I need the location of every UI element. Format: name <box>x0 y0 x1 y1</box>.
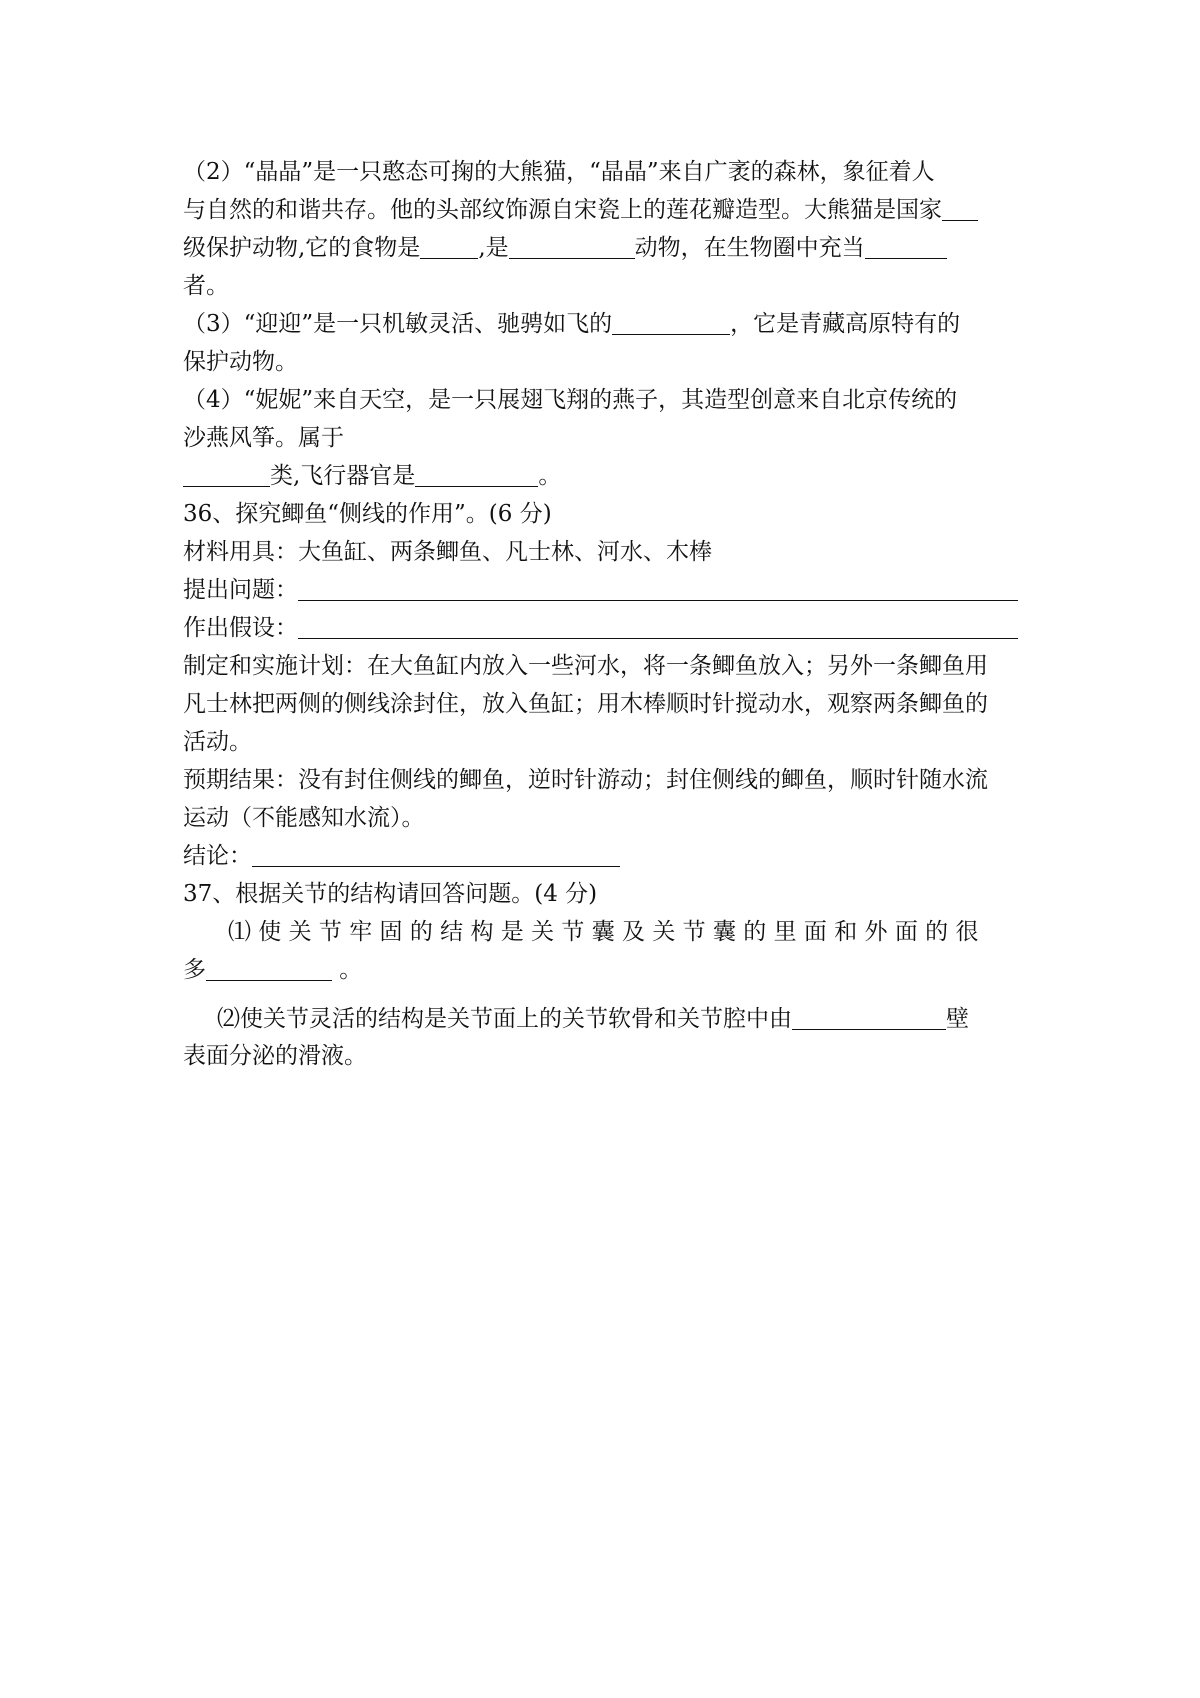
q37-p1-line2: 多 。 <box>183 957 363 983</box>
answer-blank[interactable] <box>865 234 947 259</box>
q35-p2-line1: （2）“晶晶”是一只憨态可掬的大熊猫，“晶晶”来自广袤的森林，象征着人 <box>183 159 935 185</box>
q35-p3-line2: 保护动物。 <box>183 349 298 375</box>
answer-blank[interactable] <box>612 310 730 335</box>
answer-blank[interactable] <box>509 234 635 259</box>
q36-plan-line3: 活动。 <box>183 729 252 755</box>
q36-plan-line1: 制定和实施计划：在大鱼缸内放入一些河水，将一条鲫鱼放入；另外一条鲫鱼用 <box>183 653 988 679</box>
q36-question-row: 提出问题： <box>183 575 1018 605</box>
q37-title: 37、根据关节的结构请回答问题。(4 分) <box>183 881 598 907</box>
q35-p4-line2: 沙燕风筝。属于 <box>183 425 344 451</box>
q36-plan-line2: 凡士林把两侧的侧线涂封住，放入鱼缸；用木棒顺时针搅动水，观察两条鲫鱼的 <box>183 691 988 717</box>
q36-materials: 材料用具：大鱼缸、两条鲫鱼、凡士林、河水、木棒 <box>183 539 712 565</box>
q35-p4-line3: 类,飞行器官是 。 <box>183 461 561 491</box>
question-answer-blank[interactable] <box>298 576 1018 601</box>
answer-blank[interactable] <box>206 956 332 981</box>
answer-blank[interactable] <box>420 234 478 259</box>
q35-p2-line2: 与自然的和谐共存。他的头部纹饰源自宋瓷上的莲花瓣造型。大熊猫是国家 <box>183 195 978 225</box>
q35-p2-line3: 级保护动物,它的食物是 ,是 动物，在生物圈中充当 <box>183 233 947 263</box>
q36-conclusion-row: 结论： <box>183 841 620 871</box>
q35-p4-line1: （4）“妮妮”来自天空，是一只展翅飞翔的燕子，其造型创意来自北京传统的 <box>183 387 958 413</box>
q37-p2-line1: ⑵使关节灵活的结构是关节面上的关节软骨和关节腔中由 壁 <box>217 1006 969 1032</box>
q36-title: 36、探究鲫鱼“侧线的作用”。(6 分) <box>183 501 552 527</box>
q37-p2-line2: 表面分泌的滑液。 <box>183 1043 367 1069</box>
hypothesis-answer-blank[interactable] <box>298 614 1018 639</box>
answer-blank[interactable] <box>415 462 538 487</box>
q36-result-line1: 预期结果：没有封住侧线的鲫鱼，逆时针游动；封住侧线的鲫鱼，顺时针随水流 <box>183 767 988 793</box>
answer-blank[interactable] <box>792 1005 946 1030</box>
q37-p1-line1: ⑴ 使 关 节 牢 固 的 结 构 是 关 节 囊 及 关 节 囊 的 里 面 和 外 面 的 很 <box>228 919 979 945</box>
answer-blank[interactable] <box>942 196 978 221</box>
q35-p2-line4: 者。 <box>183 273 229 299</box>
q35-p3-line1: （3）“迎迎”是一只机敏灵活、驰骋如飞的 ，它是青藏高原特有的 <box>183 311 961 337</box>
q36-hypothesis-row: 作出假设： <box>183 613 1018 643</box>
answer-blank[interactable] <box>183 462 270 487</box>
q36-result-line2: 运动（不能感知水流）。 <box>183 805 425 831</box>
conclusion-answer-blank[interactable] <box>252 842 620 867</box>
